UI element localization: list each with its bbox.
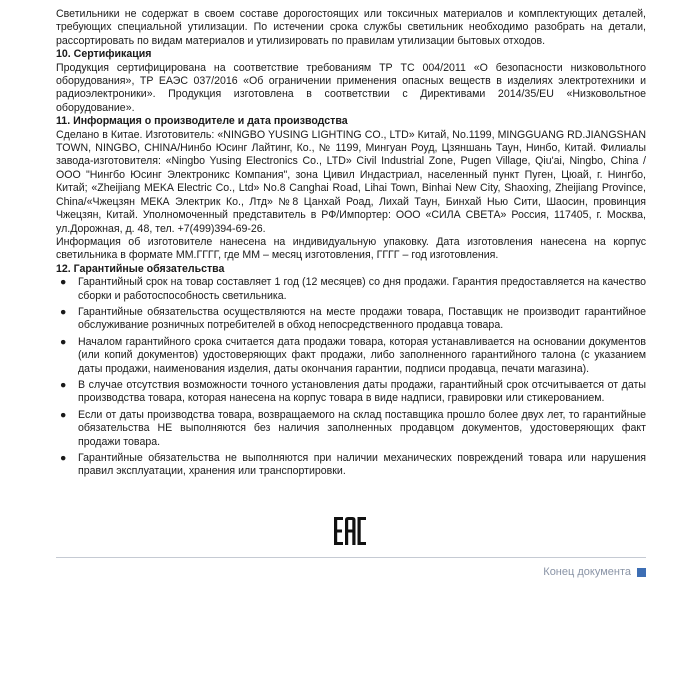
list-item bbox=[56, 306, 646, 333]
bullet-icon: ● bbox=[60, 378, 67, 391]
square-marker-icon bbox=[637, 568, 646, 577]
section-11-text-date: Информация об изготовителе нанесена на индивидуальную упаковку. Дата изготовления нанесена на корпус светильника в формате ММ.ГГГГ, где ММ – месяц изготовления, ГГГГ – год изготовления. bbox=[56, 235, 646, 262]
bullet-icon: ● bbox=[60, 452, 67, 464]
list-item-text: Гарантийные обязательства не выполняются при наличии механических повреждений товара или нарушения правил эксплуатации, хранения или транспортировки. bbox=[78, 452, 646, 478]
section-11-title: 11. Информация о производителе и дата производства bbox=[56, 115, 348, 128]
list-item bbox=[56, 276, 646, 303]
eac-mark-icon bbox=[333, 516, 367, 546]
bullet-icon: ● bbox=[60, 335, 67, 348]
list-item-text: Гарантийный срок на товар составляет 1 год (12 месяцев) со дня продажи. Гарантия предоставляется на качество сборки и работоспособность светильника. bbox=[78, 276, 646, 302]
list-item bbox=[56, 379, 646, 406]
document-body bbox=[56, 8, 646, 482]
bullet-icon: ● bbox=[60, 305, 67, 318]
list-item-text: В случае отсутствия возможности точного установления даты продажи, гарантийный срок отсчитывается от даты производства товара, которая нанесена на корпус товара в виде надписи, гравировки или стикерованием. bbox=[78, 378, 646, 405]
bullet-icon: ● bbox=[60, 276, 67, 289]
intro-paragraph: Светильники не содержат в своем составе дорогостоящих или токсичных материалов и комплектующих деталей, требующих специальной утилизации. По истечении срока службы светильник необходимо разобрать на детали, рассортировать по видам материалов и утилизировать по правилам утилизации бытовых отходов. bbox=[56, 8, 646, 47]
list-item-text: Если от даты производства товара, возвращаемого на склад поставщика прошло более двух лет, то гарантийные обязательства НЕ выполняются без наличия заполненных продавцом документов, удостоверяющих факт продажи товара. bbox=[78, 408, 646, 448]
section-12-title: 12. Гарантийные обязательства bbox=[56, 262, 225, 275]
footer-divider bbox=[56, 557, 646, 558]
list-item bbox=[56, 409, 646, 449]
list-item bbox=[56, 336, 646, 376]
warranty-list bbox=[56, 276, 646, 479]
section-10-text: Продукция сертифицирована на соответствие требованиям ТР ТС 004/2011 «О безопасности низковольтного оборудования», ТР ЕАЭС 037/2016 «Об ограничении применения опасных веществ в изделиях электротехники и радиоэлектроники». Продукция изготовлена в соответствии с Директивами 2014/35/EU «Низковольтное оборудование». bbox=[56, 61, 646, 114]
list-item-text: Началом гарантийного срока считается дата продажи товара, которая устанавливается на основании документов (или копий документов) удостоверяющих факт продажи, либо заполненного гарантийного талона (с указанием даты продажи, наименования изделия, даты окончания гарантии, подписи продавца, печати магазина). bbox=[78, 335, 646, 375]
section-11-text-manufacturer: Сделано в Китае. Изготовитель: «NINGBO YUSING LIGHTING CO., LTD» Китай, No.1199, MINGGUANG RD.JIANGSHAN TOWN, NINGBO, CHINA/Нинбо Юсинг Лайтинг, Ко., № 1199, Мингуан Роуд, Цзяншань Таун, Нинбо, Китай. Филиалы завода-изготовителя: «Ningbo Yusing Electronics Co., LTD» Civil Industrial Zone, Pugen Village, Qiu'ai, Ningbo, China / ООО "Нингбо Юсинг Электроникс Компания", зона Цивил Индастриал, населенный пункт Пуген, Цюай, г. Нингбо, Китай; «Zheijiang MEKA Electric Co., Ltd» No.8 Canghai Road, Lihai Town, Binhai New City, Shaoxing, Zheijiang Province, China/«Чжецзян МЕКА Электрик Ко., Лтд» №8 Цанхай Роад, Лихай Таун, Бинхай Нью Сити, Шаосин, провинция Чжецзян, Китай. Уполномоченный представитель в РФ/Импортер: ООО «СИЛА СВЕТА» Россия, 117405, г. Москва, ул.Дорожная, д. 48, тел. +7(499)394-69-26. bbox=[56, 128, 646, 235]
list-item bbox=[56, 452, 646, 479]
end-of-document-label: Конец документа bbox=[543, 566, 631, 578]
section-10-title: 10. Сертификация bbox=[56, 48, 152, 61]
end-of-document bbox=[543, 566, 646, 578]
list-item-text: Гарантийные обязательства осуществляются на месте продажи товара, Поставщик не производит гарантийное обслуживание розничных потребителей в обход непосредственного продавца товара. bbox=[78, 305, 646, 332]
bullet-icon: ● bbox=[60, 408, 67, 421]
